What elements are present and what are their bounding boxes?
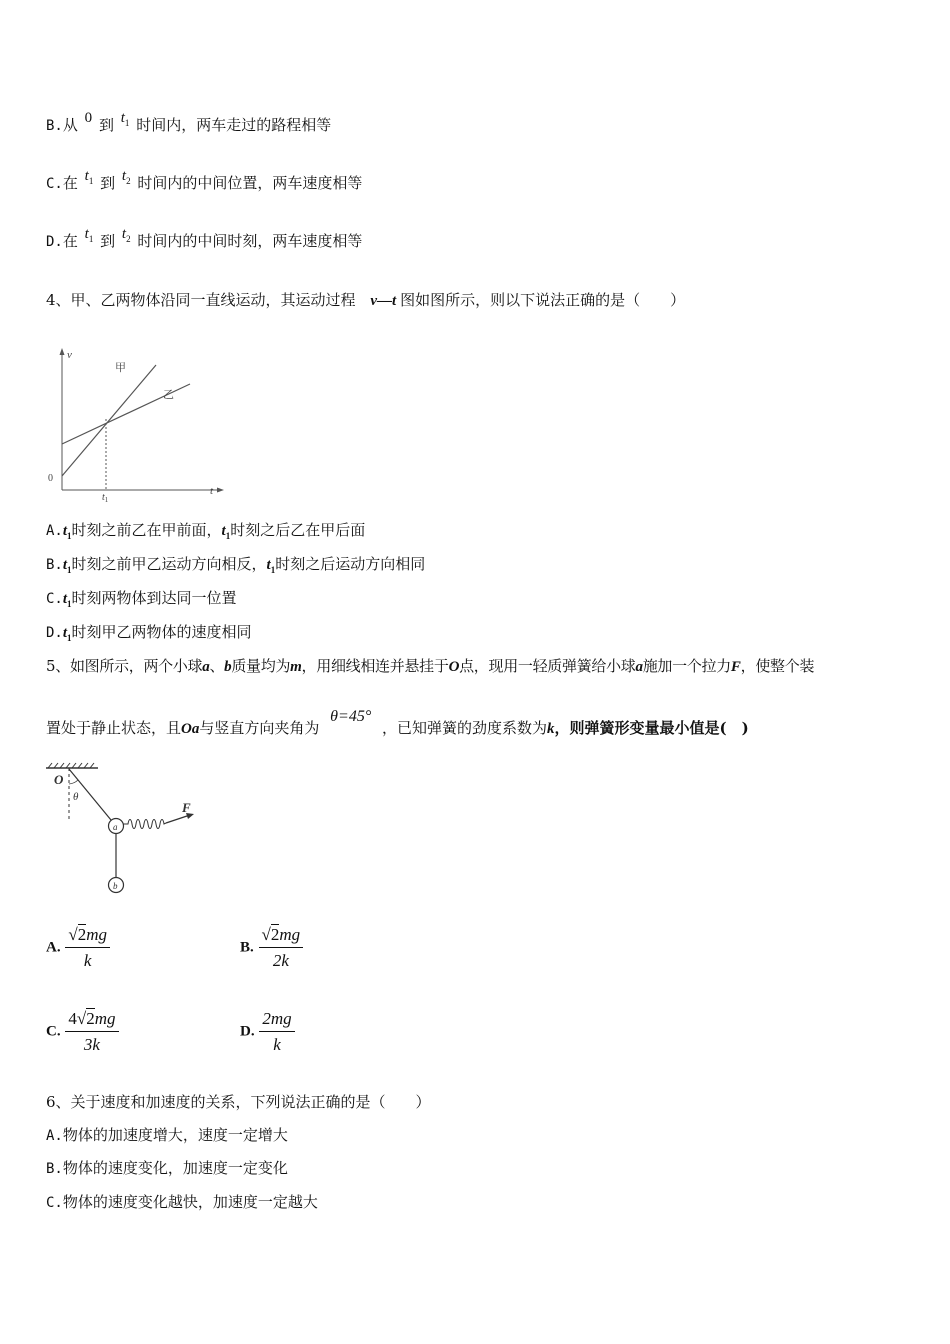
- q3-option-b: B.从 0 到 $t_1$ 时间内，两车走过的路程相等: [46, 110, 332, 134]
- q4-stem: 4、甲、乙两物体沿同一直线运动，其运动过程 v—t 图如图所示，则以下说法正确的是（ ）: [46, 291, 686, 309]
- line-yi-label: 乙: [163, 388, 174, 401]
- q5-spring-figure: [40, 760, 210, 900]
- angle-arc: [69, 780, 78, 784]
- label-theta: θ: [73, 791, 79, 803]
- x-axis-arrow: [217, 488, 224, 493]
- label-a: a: [113, 822, 118, 832]
- q5-stem-line2: 置处于静止状态，且Oa与竖直方向夹角为 θ=45° ，已知弹簧的劲度系数为k，则弹簧形变量最小值是( ): [46, 708, 749, 737]
- fraction: $\frac{√2mg}{2k}$: [259, 925, 304, 971]
- line-jia: [62, 365, 156, 476]
- q3-option-d: D.在 $t_1$ 到 $t_2$ 时间内的中间时刻，两车速度相等: [46, 226, 363, 250]
- q5-stem-line1: 5、如图所示，两个小球a、b质量均为m，用细线相连并悬挂于O点，现用一轻质弹簧给小球a施加一个拉力F，使整个装: [46, 657, 815, 675]
- q5-choice-d[interactable]: D. $\frac{2mg}{k}$: [240, 1009, 295, 1055]
- fraction: $\frac{4√2mg}{3k}$: [65, 1009, 118, 1055]
- force-arrow-shaft: [166, 815, 190, 823]
- label-O: O: [54, 772, 64, 787]
- origin-label: 0: [48, 473, 53, 484]
- q4-option-c: $C.t_1$时刻两物体到达同一位置: [46, 589, 237, 609]
- label-b: b: [113, 881, 118, 891]
- y-axis-arrow: [60, 348, 65, 355]
- fraction: $\frac{2mg}{k}$: [259, 1009, 294, 1055]
- q6-option-c: C.物体的速度变化越快，加速度一定越大: [46, 1193, 318, 1211]
- q4-option-b: $B.t_1$时刻之前甲乙运动方向相反，$t_1$时刻之后运动方向相同: [46, 555, 426, 575]
- spring: [124, 820, 167, 829]
- q6-stem: 6、关于速度和加速度的关系，下列说法正确的是（ ）: [46, 1093, 431, 1111]
- q5-choice-b[interactable]: B. $\frac{√2mg}{2k}$: [240, 925, 303, 971]
- y-axis-label: v: [67, 349, 72, 361]
- q3-option-c: C.在 $t_1$ 到 $t_2$ 时间内的中间位置，两车速度相等: [46, 168, 363, 192]
- theta-expression: θ=45°: [330, 708, 372, 725]
- q6-option-a: A.物体的加速度增大，速度一定增大: [46, 1126, 288, 1144]
- fraction: $\frac{√2mg}{k}$: [65, 925, 110, 971]
- q4-vt-graph: [40, 340, 230, 505]
- q4-option-d: $D.t_1$时刻甲乙两物体的速度相同: [46, 623, 252, 643]
- q5-choice-a[interactable]: A. $\frac{√2mg}{k}$: [46, 925, 110, 971]
- line-jia-label: 甲: [115, 361, 126, 374]
- label-F: F: [182, 800, 191, 815]
- q5-choice-c[interactable]: C. $\frac{4√2mg}{3k}$: [46, 1009, 119, 1055]
- q4-option-a: $A.t_1$时刻之前乙在甲前面，$t_1$时刻之后乙在甲后面: [46, 521, 366, 541]
- x-axis-label: t: [210, 485, 214, 497]
- t1-tick-label: $t_1$: [102, 492, 109, 504]
- q6-option-b: B.物体的速度变化，加速度一定变化: [46, 1159, 288, 1177]
